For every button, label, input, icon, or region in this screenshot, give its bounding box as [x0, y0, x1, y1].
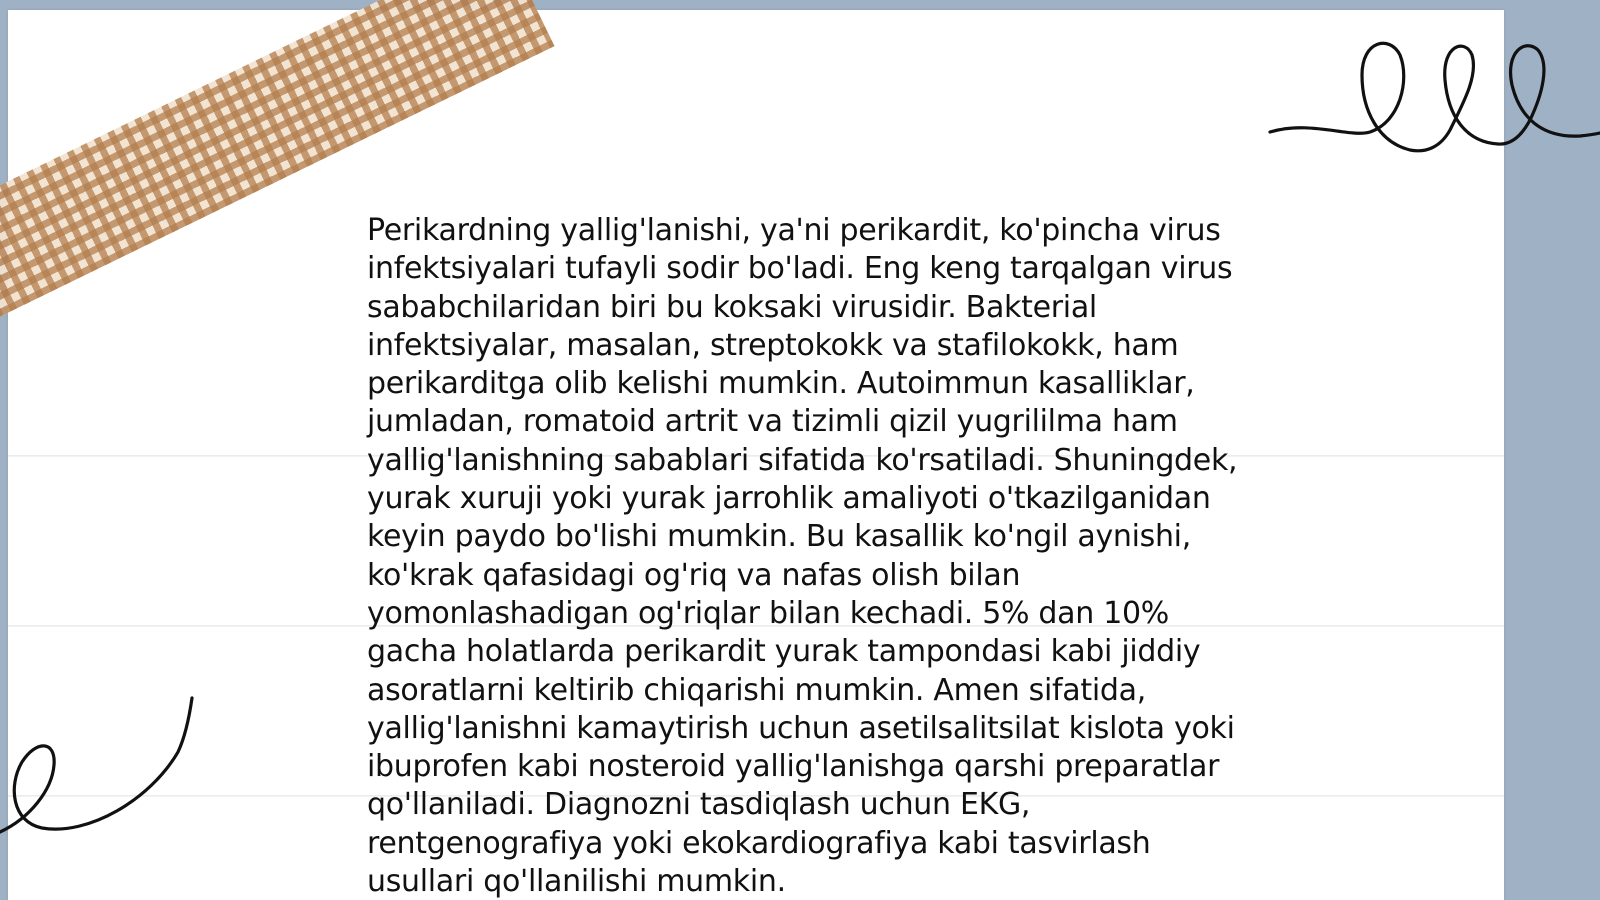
loop-scribble-bottom-left — [0, 690, 210, 860]
loop-scribble-top-right — [1250, 20, 1600, 170]
body-paragraph: Perikardning yallig'lanishi, ya'ni perikardit, ko'pincha virus infektsiyalari tufayli sodir bo'ladi. Eng keng tarqalgan virus sababchilaridan biri bu koksaki virusidir. Bakterial infektsiyalar, masalan, streptokokk va stafilokokk, ham perikarditga olib kelishi mumkin. Autoimmun kasalliklar, jumladan, romatoid artrit va tizimli qizil yugrililma ham yallig'lanishning sabablari sifatida ko'rsatiladi. Shuningdek, yurak xuruji yoki yurak jarrohlik amaliyoti o'tkazilganidan keyin paydo bo'lishi mumkin. Bu kasallik ko'ngil aynishi, ko'krak qafasidagi og'riq va nafas olish bilan yomonlashadigan og'riqlar bilan kechadi. 5% dan 10% gacha holatlarda perikardit yurak tampondasi kabi jiddiy asoratlarni keltirib chiqarishi mumkin. Amen sifatida, yallig'lanishni kamaytirish uchun asetilsalitsilat kislota yoki ibuprofen kabi nosteroid yallig'lanishga qarshi preparatlar qo'llaniladi. Diagnozni tasdiqlash uchun EKG, rentgenografiya yoki ekokardiografiya kabi tasvirlash usullari qo'llanilishi mumkin. — [367, 213, 1238, 900]
